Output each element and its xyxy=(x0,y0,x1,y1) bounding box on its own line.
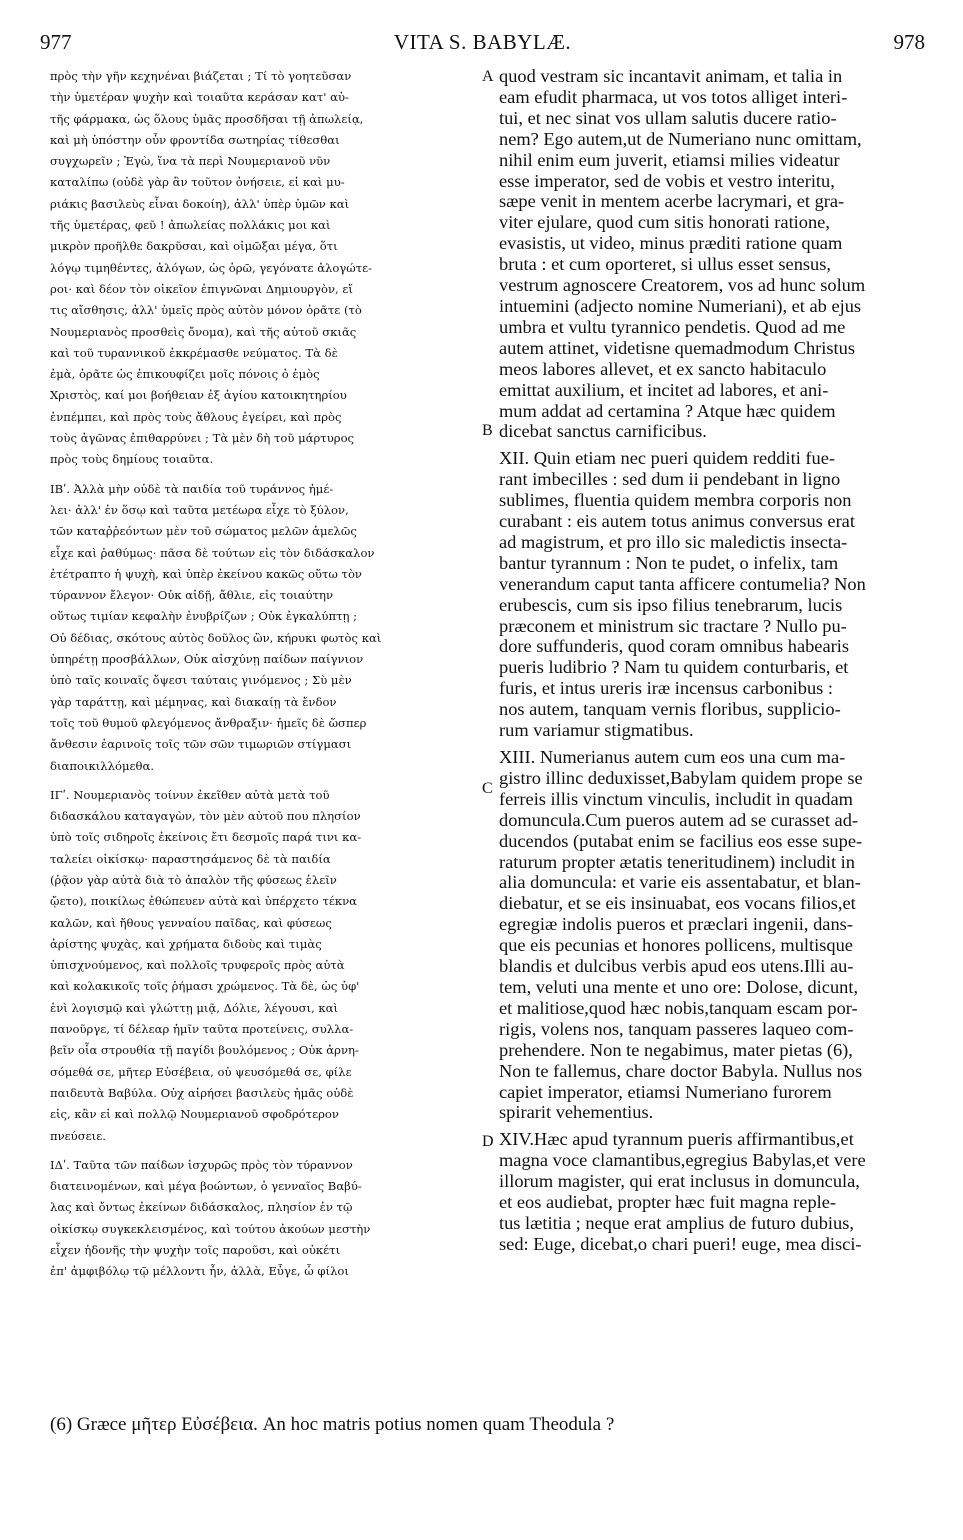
running-header xyxy=(40,30,925,60)
greek-paragraph: ΙΒʹ. Ἀλλὰ μὴν οὐδὲ τὰ παιδία τοῦ τυράννος ἠμέ- λει· ἀλλ' ἐν ὅσῳ καὶ ταῦτα μετέωρα εἶχε τὸ ξύλον, τῶν καταῤῥεόντων μὲν τοῦ σώματος μελῶν ἀμελῶς εἶχε καὶ ῥαθύμως· πᾶσα δὲ τούτων εἰς τὸν διδάσκαλον ἐτέτραπτο ἡ ψυχὴ, καὶ ὑπὲρ ἐκείνου κακῶς οὕτω τὸν τύραννον ἔλεγον· Οὐκ αἰδῇ, ἄθλιε, εἰς τοιαύτην οὕτως τιμίαν κεφαλὴν ἐνυβρίζων ; Οὐκ ἐγκαλύπτῃ ; Οὐ δέδιας, σκότους αὐτὸς δοῦλος ὢν, κήρυκι φωτὸς καὶ ὑπηρέτῃ προσβάλλων, Οὐκ αἰσχύνῃ παίδων παίγνιον ὑπὸ ταῖς κοιναῖς ὄψεσι ταύταις γινόμενος ; Σὺ μὲν γὰρ ταράττῃ, καὶ μέμηνας, καὶ διακαίῃ τὰ ἔνδον τοῖς τοῦ θυμοῦ φλεγόμενος ἄνθραξιν· ἡμεῖς δὲ ὥσπερ ἄνθεσιν ἐαρινοῖς τοῖς τῶν σῶν τιμωριῶν στίγμασι διαποικιλλόμεθα. xyxy=(50,481,382,773)
greek-paragraph: ΙΔʹ. Ταῦτα τῶν παίδων ἰσχυρῶς πρὸς τὸν τύραννον διατεινομένων, καὶ μέγα βοώντων, ὁ γενναῖος Βαβύ- λας καὶ ὄντως ἐκείνων διδάσκαλος, πλησίον ἐν τῷ οἰκίσκῳ συγκεκλεισμένος, καὶ τούτου ἀκούων μεστὴν εἶχεν ἡδονῆς τὴν ψυχὴν τοῖς παροῦσι, καὶ οὐκέτι ἐπ' ἀμφιβόλῳ τῷ μέλλοντι ἦν, ἀλλὰ, Εὖγε, ὦ φίλοι xyxy=(50,1157,371,1279)
margin-marker-c: C xyxy=(482,780,493,797)
latin-paragraph: XII. Quin etiam nec pueri quidem redditi fue- rant imbecilles : sed dum ii pendebant in ligno sublimes, fluentia quidem membra corporis non curabant : eis autem totus animus conversus erat ad magistrum, et pro illo sic maledictis insecta- bantur tyrannum : Non te pudet, o infelix, tam venerandum caput tanta afficere contumelia? Non erubescis, cum sis ipso filius tenebrarum, lucis præconem et ministrum sic tractare ? Nullo pu- dore suffunderis, quod coram omnibus habearis pueris ludibrio ? Nam tu quidem conturbaris, et furis, et intus ureris iræ incensus carbonibus : nos autem, tanquam vernis floribus, supplicio- rum variamur stigmatibus. xyxy=(499,448,866,741)
latin-paragraph: quod vestram sic incantavit animam, et talia in eam efudit pharmaca, ut vos totos alliget interi- tui, et nec sinat vos ullam salutis ducere ratio- nem? Ego autem,ut de Numeriano nunc omittam, nihil enim eum juverit, etiamsi milies videatur esse imperator, sed de vobis et vestro interitu, sæpe venit in mentem acerbe lacrymari, et gra- viter ejulare, quod cum sitis honorati ratione, evasistis, ut video, minus præditi ratione quam bruta : et cum oporteret, si ullus esset sensus, vestrum agnoscere Creatorem, vos ad hunc solum intuemini (adjecto nomine Numeriani), et ab ejus umbra et vultu tyrannico pendetis. Quod ad me autem attinet, videtisne quemadmodum Christus meos labores allevet, et ex sancto habitaculo emittat auxilium, et incitet ad labores, et ani- mum addat ad certamina ? Atque hæc quidem dicebat sanctus carnificibus. xyxy=(499,66,866,442)
page-number-right: 978 xyxy=(893,30,925,54)
running-title: VITA S. BABYLÆ. xyxy=(393,30,572,54)
latin-paragraph: XIII. Numerianus autem cum eos una cum ma- gistro illinc deduxisset,Babylam quidem prope se ferreis illis vinctum vinculis, includit in quadam domuncula.Cum pueros autem ad se curasset ad- ducendos (putabat enim se facilius eos esse supe- raturum propter ætatis teneritudinem) includit in alia domuncula: et varie eis assentabatur, et blan- diebatur, et se eis insinuabat, eos vocans filios,et egregiæ indolis pueros et præclari ingenii, dans- que eis pecunias et honores pollicens, multisque blandis et dulcibus verbis apud eos utens.Illi au- tem, veluti una mente et uno ore: Dolose, dicunt, et malitiose,quod hæc nobis,tanquam escam por- rigis, volens nos, tanquam passeres laqueo com- prehendere. Non te negabimus, mater pietas (6), Non te fallemus, chare doctor Babyla. Nullus nos capiet imperator, etiamsi Numeriano furorem spirarit vehementius. xyxy=(499,747,863,1123)
page-number-left: 977 xyxy=(40,30,72,54)
margin-marker-b: B xyxy=(482,422,493,439)
footnote: (6) Græce μῆτερ Εὐσέβεια. An hoc matris potius nomen quam Theodula ? xyxy=(50,1414,615,1435)
greek-column xyxy=(50,66,470,1291)
greek-paragraph: ΙΓʹ. Νουμεριανὸς τοίνυν ἐκεῖθεν αὐτὰ μετὰ τοῦ διδασκάλου καταγαγὼν, τὸν μὲν αὐτοῦ που πλησίον ὑπὸ τοῖς σιδηροῖς ἐκείνοις ἔτι δεσμοῖς παρά τινι κα- ταλείει οἰκίσκῳ· παραστησάμενος δὲ τὰ παιδία (ῥᾷον γὰρ αὐτὰ διὰ τὸ ἁπαλὸν τῆς φύσεως ἑλεῖν ᾤετο), ποικίλως ἐθώπευεν αὐτὰ καὶ ὑπέρχετο τέκνα καλῶν, καὶ ἤθους γενναίου παῖδας, καὶ φύσεως ἀρίστης ψυχὰς, καὶ χρήματα διδοὺς καὶ τιμὰς ὑπισχνούμενος, καὶ πολλοῖς τρυφεροῖς πρὸς αὐτὰ καὶ κολακικοῖς τοῖς ῥήμασι χρώμενος. Τὰ δὲ, ὡς ὑφ' ἑνὶ λογισμῷ καὶ γλώττῃ μιᾷ, Δόλιε, λέγουσι, καὶ πανοῦργε, τί δέλεαρ ἡμῖν ταῦτα προτείνεις, συλλα- βεῖν οἷα στρουθία τῇ παγίδι βουλόμενος ; Οὐκ ἀρνη- σόμεθά σε, μῆτερ Εὐσέβεια, οὐ ψευσόμεθά σε, φίλε παιδευτὰ Βαβύλα. Οὐχ αἱρήσει βασιλεὺς ἡμᾶς οὐδὲ εἰς, κἂν εἰ καὶ πολλῷ Νουμεριανοῦ σφοδρότερον πνεύσειε. xyxy=(50,787,362,1143)
latin-paragraph: XIV.Hæc apud tyrannum pueris affirmantibus,et magna voce clamantibus,egregius Babylas,et vere illorum magister, qui erat inclusus in domuncula, et eos audiebat, propter hæc fuit magna reple- tus lætitia ; neque erat amplius de futuro dubius, sed: Euge, dicebat,o chari pueri! euge, mea disci- xyxy=(499,1129,866,1254)
margin-marker-d: D xyxy=(482,1133,494,1150)
greek-paragraph: πρὸς τὴν γῆν κεχηνέναι βιάζεται ; Τί τὸ γοητεῦσαν τὴν ὑμετέραν ψυχὴν καὶ τοιαῦτα κεράσαν κατ' αὐ- τῆς φάρμακα, ὡς ὅλους ὑμᾶς προσδῆσαι τῇ ἀπωλείᾳ, καὶ μὴ ὑπόστην οὖν φροντίδα σωτηρίας τίθεσθαι συγχωρεῖν ; Ἐγὼ, ἵνα τὰ περὶ Νουμεριανοῦ νῦν καταλίπω (οὐδὲ γὰρ ἂν τοῦτον ὀνήσειε, εἰ καὶ μυ- ριάκις βασιλεὺς εἶναι δοκοίη), ἀλλ' ὑπὲρ ὑμῶν καὶ τῆς ὑμετέρας, φεῦ ! ἀπωλείας πολλάκις μοι καὶ μικρὸν προῆλθε δακρῦσαι, καὶ οἰμῶξαι μέγα, ὅτι λόγῳ τιμηθέντες, ἀλόγων, ὡς ὁρῶ, γεγόνατε ἀλογώτε- ροι· καὶ δέον τὸν οἰκεῖον ἐπιγνῶναι Δημιουργὸν, εἴ τις αἴσθησις, ἀλλ' ὑμεῖς πρὸς αὐτὸν μόνον ὁρᾶτε (τὸ Νουμεριανὸς προσθεὶς ὄνομα), καὶ τῆς αὐτοῦ σκιᾶς καὶ τοῦ τυραννικοῦ ἐκκρέμασθε νεύματος. Τὰ δὲ ἐμὰ, ὁρᾶτε ὡς ἐπικουφίζει μοῖς πόνοις ὁ ἐμὸς Χριστὸς, καί μοι βοήθειαν ἐξ ἁγίου κατοικητηρίου ἐνπέμπει, καὶ πρὸς τοὺς ἄθλους ἐγείρει, καὶ πρὸς τοὺς ἀγῶνας ἐπιθαρρύνει ; Τὰ μὲν δὴ τοῦ μάρτυρος πρὸς τοὺς δημίους τοιαῦτα. xyxy=(50,69,373,467)
latin-column xyxy=(499,66,929,1261)
margin-marker-a: A xyxy=(482,68,494,85)
